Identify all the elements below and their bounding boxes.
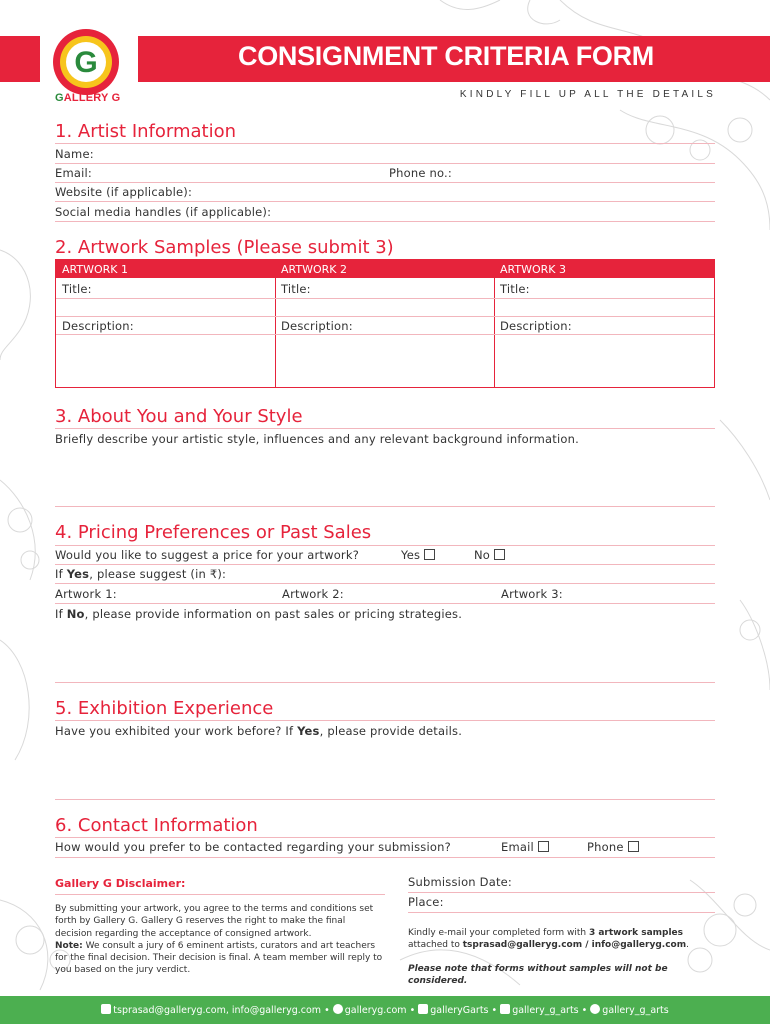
globe-icon <box>333 1004 343 1014</box>
section-heading-artist-information: 1. Artist Information <box>55 121 237 142</box>
field-underline <box>55 564 715 565</box>
footer-website-link[interactable]: galleryg.com <box>344 1005 407 1016</box>
disclaimer-divider <box>55 894 385 895</box>
section-heading-about-you: 3. About You and Your Style <box>55 406 303 427</box>
contact-phone-option[interactable]: Phone <box>587 840 639 854</box>
artwork-1-description-field[interactable]: Description: <box>62 319 134 333</box>
artwork-3-title-field[interactable]: Title: <box>500 282 530 296</box>
section-heading-pricing: 4. Pricing Preferences or Past Sales <box>55 522 372 543</box>
column-divider <box>494 278 495 388</box>
disclaimer-heading: Gallery G Disclaimer: <box>55 877 186 890</box>
contact-email-option[interactable]: Email <box>501 840 549 854</box>
artwork-2-title-field[interactable]: Title: <box>281 282 311 296</box>
samples-warning: Please note that forms without samples will not be considered. <box>408 964 668 987</box>
facebook-icon <box>418 1004 428 1014</box>
artwork-2-description-field[interactable]: Description: <box>281 319 353 333</box>
suggest-price-question: Would you like to suggest a price for your artwork? <box>55 548 360 562</box>
header-accent-bar-left <box>0 36 40 82</box>
twitter-icon <box>500 1004 510 1014</box>
disclaimer-text: By submitting your artwork, you agree to the terms and conditions set forth by Gallery G. Gallery G reserves the right to make the final decision regarding the acceptance of consigned artwork. Note: We consult a jury of 6 eminent artists, curators and art teachers for the final decision. Their decision is final. A team member will reply to you based on the jury verdict. <box>55 904 383 976</box>
past-sales-prompt[interactable]: If No, please provide information on past sales or pricing strategies. <box>55 607 463 621</box>
field-underline <box>408 912 715 913</box>
section-divider <box>55 545 715 546</box>
contact-preference-question: How would you prefer to be contacted regarding your submission? <box>55 840 451 854</box>
yes-checkbox[interactable] <box>424 549 435 560</box>
section-divider <box>55 143 715 144</box>
section-divider <box>55 428 715 429</box>
field-underline <box>55 201 715 202</box>
phone-field-label[interactable]: Phone no.: <box>389 166 452 180</box>
artwork-2-price-field[interactable]: Artwork 2: <box>282 587 344 601</box>
field-underline <box>408 892 715 893</box>
artwork-1-price-field[interactable]: Artwork 1: <box>55 587 117 601</box>
suggest-price-no-option[interactable]: No <box>474 548 505 562</box>
gallery-g-logo-icon <box>52 28 120 96</box>
artwork-1-title-field[interactable]: Title: <box>62 282 92 296</box>
artwork-1-header: ARTWORK 1 <box>62 263 128 276</box>
section-heading-contact: 6. Contact Information <box>55 815 258 836</box>
footer-emails[interactable]: tsprasad@galleryg.com, info@galleryg.com <box>113 1005 322 1016</box>
field-underline <box>55 221 715 222</box>
if-yes-price-label: If Yes, please suggest (in ₹): <box>55 567 227 581</box>
phone-checkbox[interactable] <box>628 841 639 852</box>
suggest-price-yes-option[interactable]: Yes <box>401 548 435 562</box>
website-field-label[interactable]: Website (if applicable): <box>55 185 193 199</box>
footer-twitter-link[interactable]: gallery_g_arts <box>512 1005 579 1016</box>
footer-contact-line: tsprasad@galleryg.com, info@galleryg.com • galleryg.com • galleryGarts • gallery_g_arts • gallery_g_arts <box>0 1004 770 1016</box>
style-description-prompt[interactable]: Briefly describe your artistic style, influences and any relevant background information. <box>55 432 579 446</box>
artwork-3-header: ARTWORK 3 <box>500 263 566 276</box>
row-divider <box>56 316 714 317</box>
form-title: CONSIGNMENT CRITERIA FORM <box>238 41 654 71</box>
section-heading-artwork-samples: 2. Artwork Samples (Please submit 3) <box>55 237 394 258</box>
email-field-label[interactable]: Email: <box>55 166 92 180</box>
row-divider <box>56 334 714 335</box>
logo-letter: G <box>74 46 98 79</box>
form-subtitle: KINDLY FILL UP ALL THE DETAILS <box>459 89 716 100</box>
section-divider <box>55 837 715 838</box>
place-field[interactable]: Place: <box>408 895 444 909</box>
field-underline <box>55 182 715 183</box>
email-instructions: Kindly e-mail your completed form with 3 artwork samples attached to tsprasad@galleryg.com / info@galleryg.com. <box>408 928 689 951</box>
footer-bar <box>0 996 770 1024</box>
email-checkbox[interactable] <box>538 841 549 852</box>
footer-instagram-link[interactable]: gallery_g_arts <box>602 1005 669 1016</box>
instagram-icon <box>590 1004 600 1014</box>
footer-facebook-link[interactable]: galleryGarts <box>430 1005 489 1016</box>
section-heading-exhibition: 5. Exhibition Experience <box>55 698 274 719</box>
section-divider <box>55 720 715 721</box>
social-media-field-label[interactable]: Social media handles (if applicable): <box>55 205 272 219</box>
field-underline <box>55 583 715 584</box>
artwork-3-description-field[interactable]: Description: <box>500 319 572 333</box>
column-divider <box>275 278 276 388</box>
field-underline <box>55 857 715 858</box>
no-checkbox[interactable] <box>494 549 505 560</box>
submission-date-field[interactable]: Submission Date: <box>408 875 513 889</box>
artwork-2-header: ARTWORK 2 <box>281 263 347 276</box>
artwork-samples-table <box>55 259 715 388</box>
name-field-label[interactable]: Name: <box>55 147 94 161</box>
logo-wordmark: GALLERY G <box>55 92 121 104</box>
field-underline <box>55 506 715 507</box>
exhibition-prompt[interactable]: Have you exhibited your work before? If Yes, please provide details. <box>55 724 463 738</box>
artwork-3-price-field[interactable]: Artwork 3: <box>501 587 563 601</box>
row-divider <box>56 298 714 299</box>
mail-icon <box>101 1004 111 1014</box>
artwork-table-header <box>56 260 714 278</box>
field-underline <box>55 799 715 800</box>
field-underline <box>55 682 715 683</box>
field-underline <box>55 603 715 604</box>
field-underline <box>55 163 715 164</box>
